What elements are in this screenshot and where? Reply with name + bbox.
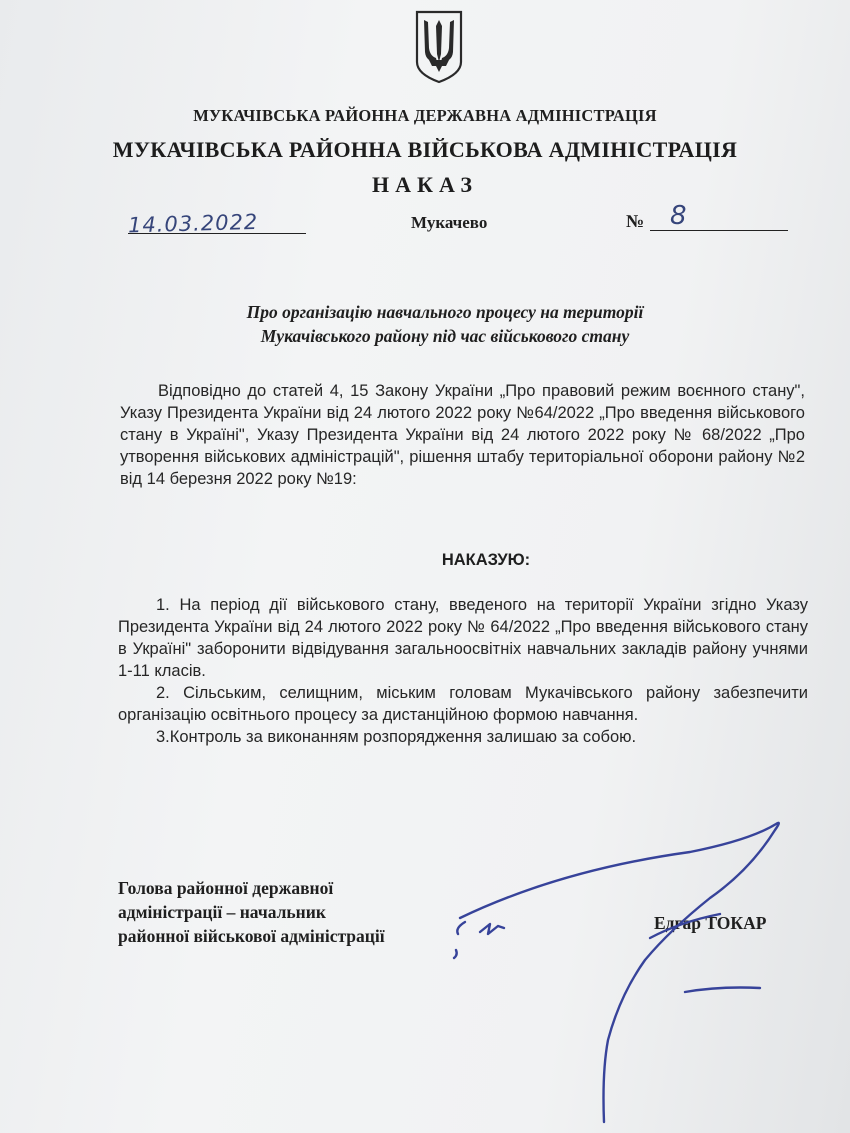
signer-name: Едгар ТОКАР [654,913,767,933]
order-item-3: 3.Контроль за виконанням розпорядження залишаю за собою. [156,728,637,746]
number-sign: № [626,211,645,231]
preamble [120,380,805,490]
city-name: Мукачево [411,213,488,232]
signer-title-line-2: адміністрації – начальник [118,902,326,922]
order-date: 14.03.2022 [127,209,259,238]
meta-row [0,201,850,239]
preamble-text: Відповідно до статей 4, 15 Закону України „Про правовий режим воєнного стану", Указу Президента України від 24 лютого 2022 року №64/2022 „Про введення військового стану в Україні", Указу Президента України від 24 лютого 2022 року № 68/2022 „Про утворення військових адміністрацій", рішення штабу територіальної оборони району №2 від 14 березня 2022 року №19: [120,382,805,488]
document-type-heading: НАКАЗ [372,172,478,197]
handwritten-signature-icon [420,810,800,1130]
trident-emblem-icon [414,10,464,84]
state-admin-heading: МУКАЧІВСЬКА РАЙОННА ДЕРЖАВНА АДМІНІСТРАЦІЯ [193,106,657,125]
order-item-1: 1. На період дії військового стану, введеного на території України згідно Указу Президента України від 24 лютого 2022 року № 64/2022 „Про введення військового стану в Україні" заборонити відвідування загальноосвітніх навчальних закладів району учнями 1-11 класів. [118,596,808,680]
order-item-2: 2. Сільським, селищним, міським головам Мукачівського району забезпечити організацію освітнього процесу за дистанційною формою навчання. [118,684,808,724]
subject-line-1: Про організацію навчального процесу на території [246,302,644,322]
order-number: 8 [670,201,687,231]
order-subject [140,300,750,348]
signer-title-line-1: Голова районної державної [118,878,334,898]
order-items [118,594,808,748]
date-underline [128,233,306,234]
signer-title [118,876,385,948]
military-admin-heading: МУКАЧІВСЬКА РАЙОННА ВІЙСЬКОВА АДМІНІСТРАЦІЯ [112,137,738,162]
signer-title-line-3: районної військової адміністрації [118,926,385,946]
subject-line-2: Мукачівського району під час військового стану [260,326,630,346]
ordering-word: НАКАЗУЮ: [441,551,531,569]
